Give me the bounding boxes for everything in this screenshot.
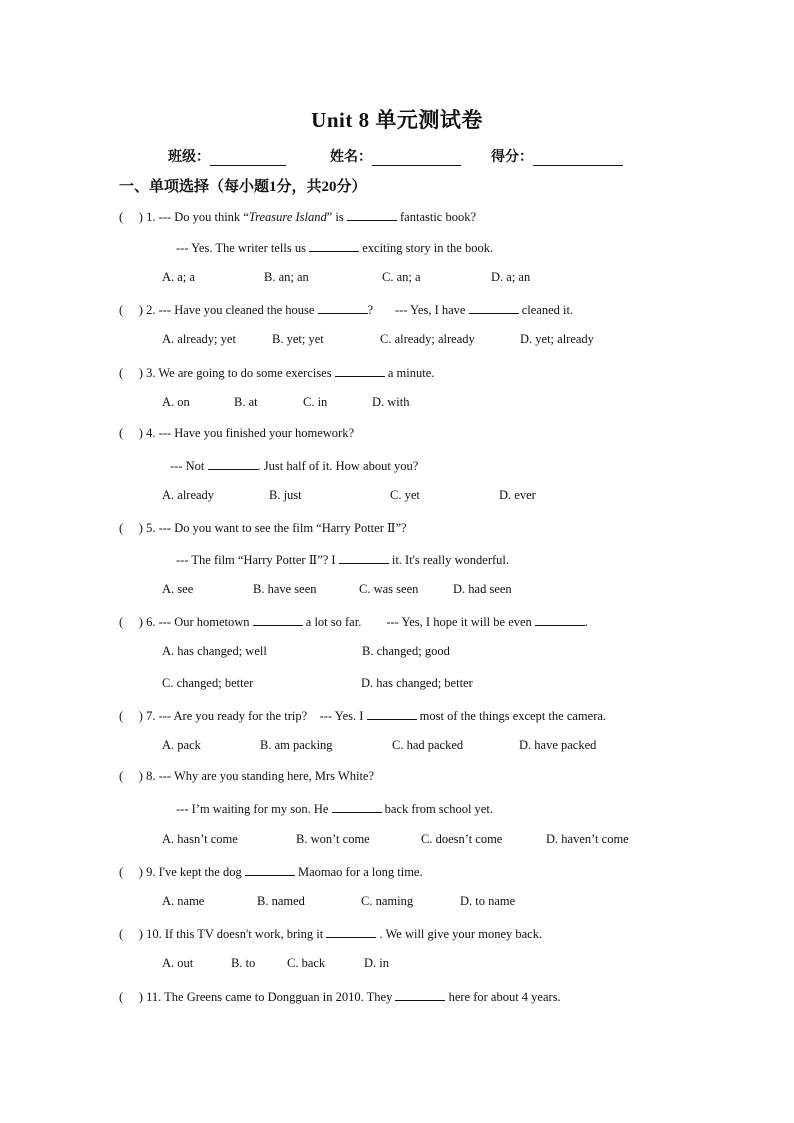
option-c: C. was seen: [359, 582, 419, 596]
q4-text-c: . Just half of it. How about you?: [257, 459, 419, 473]
q10-text-b: . We will give your money back.: [379, 927, 543, 941]
class-field: [168, 146, 286, 166]
option-b: B. yet; yet: [272, 332, 324, 346]
question-1-reply: [176, 239, 493, 256]
question-4: [119, 426, 354, 441]
answer-blank: [469, 301, 519, 314]
answer-paren: ( ): [119, 865, 143, 879]
option-b: B. have seen: [253, 582, 317, 596]
q11-text-b: here for about 4 years.: [448, 990, 561, 1004]
question-9: [119, 863, 423, 880]
q6-text-c: --- Yes, I hope it will be even: [386, 615, 532, 629]
option-d: D. had seen: [453, 582, 512, 596]
q1-text-a: 1. --- Do you think “: [146, 210, 249, 224]
q2-text-c: --- Yes, I have: [394, 303, 466, 317]
option-d: D. with: [372, 395, 410, 409]
q1-text-e: exciting story in the book.: [362, 241, 494, 255]
option-d: D. a; an: [491, 270, 531, 284]
name-blank: [372, 151, 461, 166]
q5-text-c: it. It's really wonderful.: [391, 553, 509, 567]
option-c: C. in: [303, 395, 328, 409]
class-label: 班级：: [168, 150, 210, 165]
option-d: D. yet; already: [520, 332, 594, 346]
q11-text-a: 11. The Greens came to Dongguan in 2010. They: [146, 990, 393, 1004]
answer-paren: ( ): [119, 615, 143, 629]
answer-blank: [347, 208, 397, 221]
answer-blank: [208, 457, 258, 470]
question-8-reply: [176, 800, 493, 817]
q8-text-a: 8. --- Why are you standing here, Mrs White?: [146, 769, 375, 783]
q3-text-b: a minute.: [387, 366, 435, 380]
option-c: C. yet: [390, 488, 420, 502]
question-5: [119, 520, 407, 536]
q2-text-a: 2. --- Have you cleaned the house: [146, 303, 315, 317]
q1-text-c: fantastic book?: [400, 210, 477, 224]
option-c: C. changed; better: [162, 676, 254, 690]
q4-text-b: --- Not: [170, 459, 205, 473]
option-b: B. just: [269, 488, 302, 502]
answer-paren: ( ): [119, 990, 143, 1004]
q6-text-b: a lot so far.: [305, 615, 362, 629]
option-d: D. haven’t come: [546, 832, 629, 846]
q6-text-d: .: [584, 615, 589, 629]
option-c: C. doesn’t come: [421, 832, 503, 846]
q1-text-d: --- Yes. The writer tells us: [176, 241, 306, 255]
question-3: [119, 364, 434, 381]
answer-paren: ( ): [119, 709, 143, 723]
option-d: D. ever: [499, 488, 536, 502]
answer-paren: ( ): [119, 366, 143, 380]
answer-blank: [253, 613, 303, 626]
score-label: 得分：: [491, 150, 533, 165]
q4-text-a: 4. --- Have you finished your homework?: [146, 426, 355, 440]
option-c: C. naming: [361, 894, 414, 908]
q2-text-d: cleaned it.: [521, 303, 574, 317]
option-b: B. am packing: [260, 738, 333, 752]
answer-blank: [367, 707, 417, 720]
question-2: [119, 301, 573, 318]
q7-text-a: 7. --- Are you ready for the trip?: [146, 709, 308, 723]
q9-text-b: Maomao for a long time.: [297, 865, 423, 879]
name-field: [330, 146, 461, 166]
option-a: A. has changed; well: [162, 644, 267, 658]
option-a: A. see: [162, 582, 194, 596]
q7-text-c: most of the things except the camera.: [419, 709, 607, 723]
q1-text-b: ” is: [326, 210, 344, 224]
answer-blank: [245, 863, 295, 876]
page-title: Unit 8 单元测试卷: [311, 108, 483, 132]
question-1: [119, 208, 476, 225]
q8-text-b: --- I’m waiting for my son. He: [176, 802, 329, 816]
option-b: B. an; an: [264, 270, 309, 284]
question-11: [119, 988, 561, 1005]
q9-text-a: 9. I've kept the dog: [146, 865, 242, 879]
question-5-reply: [176, 551, 509, 568]
option-d: D. have packed: [519, 738, 597, 752]
q10-text-a: 10. If this TV doesn't work, bring it: [146, 927, 324, 941]
option-a: A. name: [162, 894, 205, 908]
option-d: D. has changed; better: [361, 676, 473, 690]
score-field: [491, 146, 623, 166]
option-c: C. already; already: [380, 332, 475, 346]
option-b: B. named: [257, 894, 305, 908]
option-a: A. hasn’t come: [162, 832, 238, 846]
option-a: A. pack: [162, 738, 201, 752]
answer-paren: ( ): [119, 769, 143, 783]
q7-text-b: --- Yes. I: [319, 709, 364, 723]
option-b: B. changed; good: [362, 644, 450, 658]
question-6: [119, 613, 588, 630]
section-heading: 一、单项选择（每小题1分，共20分）: [119, 179, 367, 195]
answer-paren: ( ): [119, 426, 143, 440]
answer-blank: [309, 239, 359, 252]
answer-blank: [339, 551, 389, 564]
option-a: A. out: [162, 956, 194, 970]
score-blank: [533, 151, 623, 166]
answer-paren: ( ): [119, 521, 143, 535]
answer-paren: ( ): [119, 210, 143, 224]
question-4-reply: [170, 457, 418, 474]
answer-blank: [318, 301, 368, 314]
q5-text-a: 5. --- Do you want to see the film “Harry Potter Ⅱ”?: [146, 521, 407, 535]
name-label: 姓名：: [330, 150, 372, 165]
option-a: A. already: [162, 488, 215, 502]
question-7: [119, 707, 606, 724]
q5-text-b: --- The film “Harry Potter Ⅱ”? I: [176, 553, 336, 567]
option-b: B. won’t come: [296, 832, 370, 846]
answer-paren: ( ): [119, 303, 143, 317]
option-c: C. an; a: [382, 270, 421, 284]
q3-text-a: 3. We are going to do some exercises: [146, 366, 332, 380]
q6-text-a: 6. --- Our hometown: [146, 615, 250, 629]
question-10: [119, 925, 542, 942]
q1-italic: Treasure Island: [248, 210, 327, 224]
q2-text-b: ?: [367, 303, 374, 317]
option-b: B. at: [234, 395, 258, 409]
answer-blank: [535, 613, 585, 626]
answer-blank: [326, 925, 376, 938]
question-8: [119, 769, 374, 784]
option-a: A. a; a: [162, 270, 195, 284]
answer-blank: [332, 800, 382, 813]
option-c: C. back: [287, 956, 326, 970]
q8-text-c: back from school yet.: [384, 802, 493, 816]
option-b: B. to: [231, 956, 256, 970]
answer-paren: ( ): [119, 927, 143, 941]
option-c: C. had packed: [392, 738, 464, 752]
option-d: D. to name: [460, 894, 516, 908]
option-d: D. in: [364, 956, 389, 970]
answer-blank: [335, 364, 385, 377]
option-a: A. on: [162, 395, 190, 409]
option-a: A. already; yet: [162, 332, 236, 346]
class-blank: [210, 151, 286, 166]
answer-blank: [395, 988, 445, 1001]
